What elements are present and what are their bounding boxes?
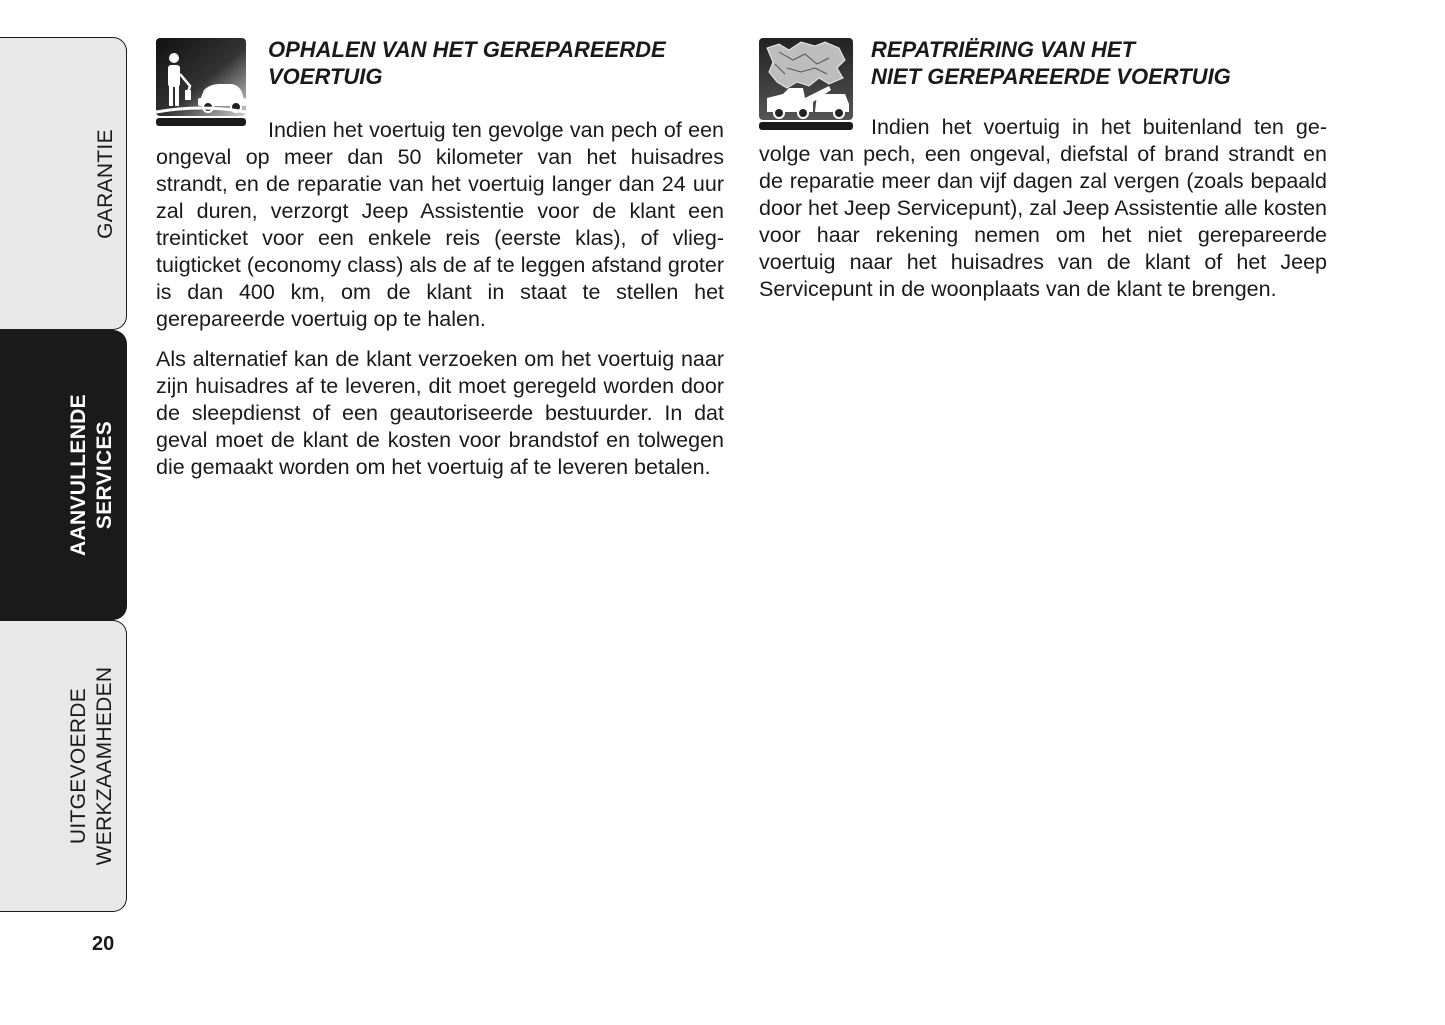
tab-label: UITGEVOERDE WERKZAAMHEDEN xyxy=(67,666,116,866)
tab-label: AANVULLENDE SERVICES xyxy=(67,394,116,556)
paragraph: Indien het voertuig ten gevolge van pech of een ongeval op meer dan 50 kilometer van het huisadres strandt, en de reparatie van het voertuig langer dan 24 uur zal duren, verzorgt Jeep Assistentie voor de klant een treinticket voor een enkele reis (eerste klas), of vliegtuigticket (economy class) als de af te leggen afstand groter is dan 400 km, om de klant in staat te stellen het gerepareerde voertuig op te halen. xyxy=(156,118,724,331)
tab-uitgevoerde-werkzaamheden[interactable] xyxy=(0,620,127,912)
tab-garantie[interactable] xyxy=(0,37,127,330)
paragraph: Indien het voertuig in het buitenland ten gevolge van pech, een ongeval, diefstal of brand strandt en de reparatie meer dan vijf dagen zal vergen (zoals bepaald door het Jeep Servicepunt), zal Jeep Assistentie alle kosten voor haar rekening nemen om het niet gerepareerde voertuig naar het huisadres van de klant of het Jeep Servicepunt in de woonplaats van de klant te brengen. xyxy=(759,115,1327,301)
section-heading: REPATRIËRING VAN HET NIET GEREPAREERDE VOERTUIG xyxy=(871,37,1231,89)
tab-label: GARANTIE xyxy=(94,128,117,239)
section-heading: OPHALEN VAN HET GEREPAREERDE VOERTUIG xyxy=(268,37,666,89)
section-ophalen xyxy=(156,36,724,481)
person-refuel-car-icon xyxy=(156,38,246,128)
europe-map-tow-truck-icon xyxy=(759,38,849,128)
page-number: 20 xyxy=(92,933,115,955)
tab-aanvullende-services[interactable] xyxy=(0,330,127,620)
section-repatriering xyxy=(759,36,1327,303)
paragraph: Als alternatief kan de klant verzoeken om het voertuig naar zijn huisadres af te leveren, dit moet geregeld worden door de sleepdienst of een geautoriseerde bestuurder. In dat geval moet de klant de kosten voor brandstof en tolwegen die gemaakt worden om het voertuig af te leveren betalen. xyxy=(156,347,724,479)
